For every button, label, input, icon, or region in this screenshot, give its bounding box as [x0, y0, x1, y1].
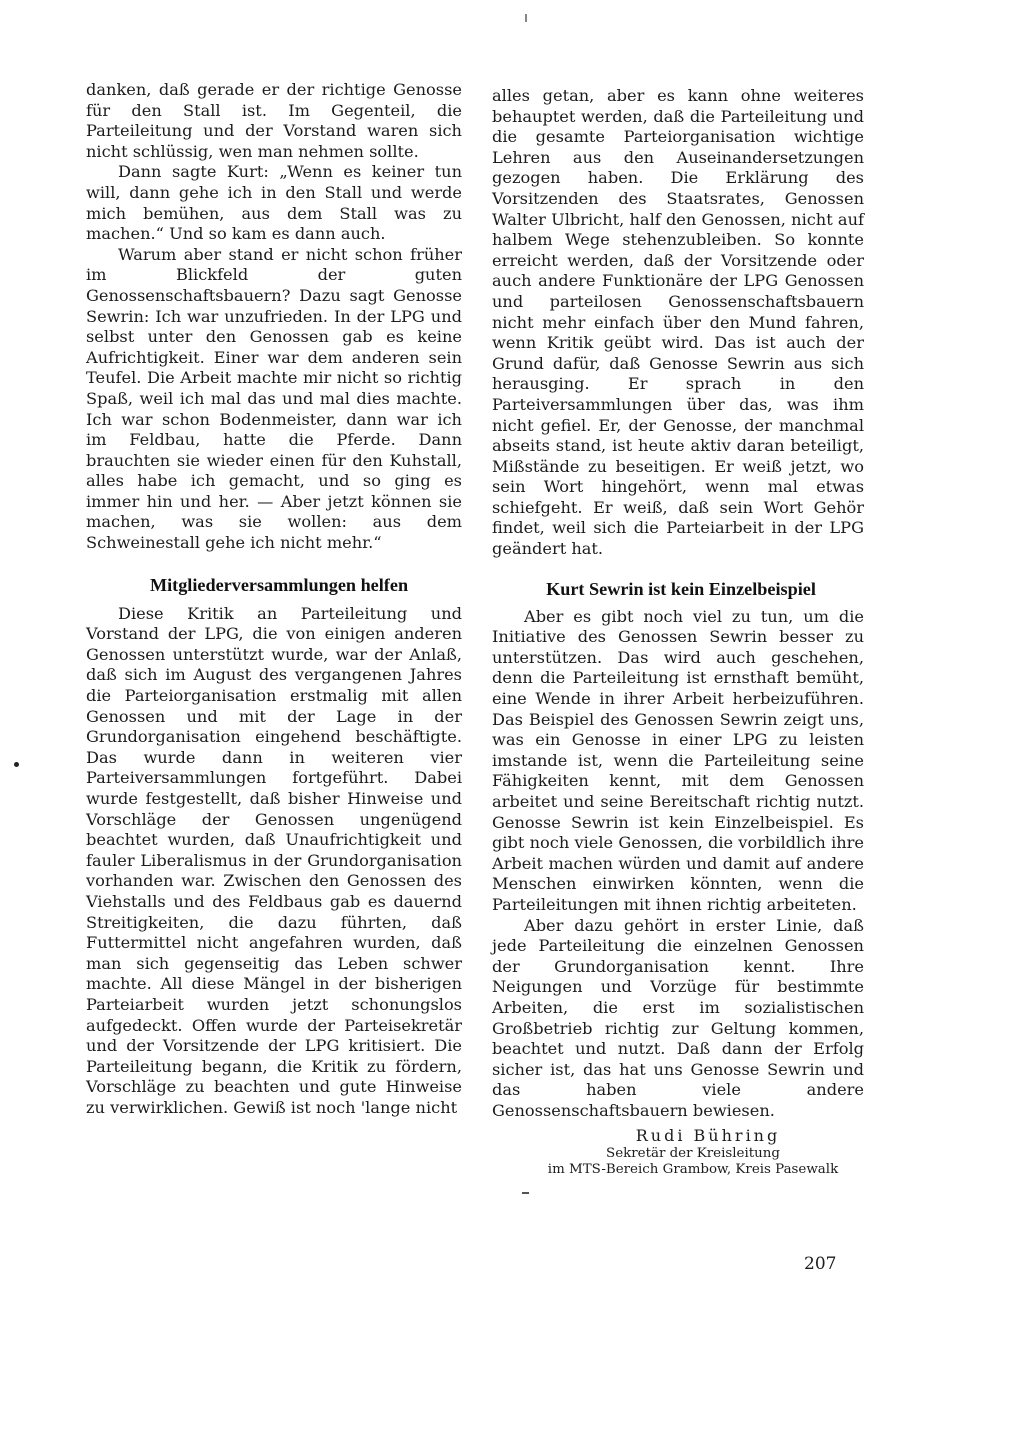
scan-mark	[525, 14, 527, 22]
signature-dash	[522, 1192, 529, 1194]
section-heading-mitgliederversammlungen: Mitgliederversammlungen helfen	[149, 574, 409, 595]
right-paragraph-3: Aber dazu gehört in erster Linie, daß jede Parteileitung die einzelnen Genossen der Grundorganisation kennt. Ihre Neigungen und Vorzüge für bestimmte Arbeiten, die erst im sozialistischen Großbetrieb richtig zur Geltung kommen, beachtet und nutzt. Daß dann der Erfolg sicher ist, das hat uns Genosse Sewrin und das haben viele andere Genossenschaftsbauern bewiesen.	[492, 915, 864, 1120]
right-paragraph-1: alles getan, aber es kann ohne weiteres behauptet werden, daß die Parteileitung und die gesamte Parteiorganisation wichtige Lehren aus den Auseinandersetzungen gezogen haben. Die Erklärung des Vorsitzenden des Staatsrates, Genossen Walter Ulbricht, half den Genossen, nicht auf halbem Wege stehenzubleiben. So konnte erreicht werden, daß der Vorsitzende oder auch andere Funktionäre der LPG Genossen und parteilosen Genossenschaftsbauern nicht mehr einfach über den Mund fahren, wenn Kritik geübt wird. Das ist auch der Grund dafür, daß Genosse Sewrin aus sich herausging. Er sprach in den Parteiversammlungen über das, was ihm nicht gefiel. Er, der Genosse, der manchmal abseits stand, ist heute aktiv daran beteiligt, Mißstände zu beseitigen. Er weiß jetzt, wo sein Wort hingehört, wenn mal etwas schiefgeht. Er weiß, daß sein Wort Gehör findet, weil sich die Parteiarbeit in der LPG geändert hat.	[492, 86, 864, 559]
author-role-line-2: im MTS-Bereich Grambow, Kreis Pasewalk	[547, 1162, 839, 1177]
left-column	[86, 80, 462, 1119]
left-paragraph-3: Warum aber stand er nicht schon früher im Blickfeld der guten Genossenschaftsbauern? Dazu sagt Genosse Sewrin: Ich war unzufrieden. In der LPG und selbst unter den Genossen gab es keine Aufrichtigkeit. Einer war dem anderen sein Teufel. Die Arbeit machte mir nicht so richtig Spaß, weil ich mal das und mal dies machte. Ich war schon Bodenmeister, dann war ich im Feldbau, hatte die Pferde. Dann brauchten sie wieder einen für den Kuhstall, alles habe ich gemacht, und so ging es immer hin und her. — Aber jetzt können sie machen, was sie wollen: aus dem Schweinestall gehe ich nicht mehr.“	[86, 244, 462, 553]
page-number: 207	[804, 1254, 837, 1274]
right-column	[492, 86, 864, 1179]
section-heading-einzelbeispiel: Kurt Sewrin ist kein Einzelbeispiel	[546, 578, 816, 599]
author-role-line-1: Sekretär der Kreisleitung	[606, 1145, 780, 1161]
right-paragraph-2: Aber es gibt noch viel zu tun, um die Initiative des Genossen Sewrin besser zu unterstützen. Das wird auch geschehen, denn die Parteileitung ist ernsthaft bemüht, eine Wende in ihrer Arbeit herbeizuführen. Das Beispiel des Genossen Sewrin zeigt uns, was ein Genosse in einer LPG zu leisten imstande ist, wenn die Parteileitung seine Fähigkeiten kennt, mit dem Genossen arbeitet und seine Bereitschaft richtig nutzt. Genosse Sewrin ist kein Einzelbeispiel. Es gibt noch viele Genossen, die vorbildlich ihre Arbeit machen würden und damit auf andere Menschen einwirken könnten, wenn die Parteileitungen mit ihnen richtig arbeiteten.	[492, 606, 864, 914]
author-signature	[492, 1126, 864, 1179]
left-paragraph-1: danken, daß gerade er der richtige Genosse für den Stall ist. Im Gegenteil, die Parteileitung und der Vorstand waren sich nicht schlüssig, wen man nehmen sollte.	[86, 80, 462, 161]
margin-dot	[14, 762, 19, 767]
left-paragraph-4: Diese Kritik an Parteileitung und Vorstand der LPG, die von einigen anderen Genossen unterstützt wurde, war der Anlaß, daß sich im August des vergangenen Jahres die Parteiorganisation erstmalig mit allen Genossen und mit der Lage in der Grundorganisation eingehend beschäftigte. Das wurde dann in weiteren vier Parteiversammlungen fortgeführt. Dabei wurde festgestellt, daß bisher Hinweise und Vorschläge der Genossen ungenügend beachtet wurden, daß Unaufrichtigkeit und fauler Liberalismus in der Grundorganisation vorhanden war. Zwischen den Genossen des Viehstalls und des Feldbaus gab es dauernd Streitigkeiten, die dazu führten, daß Futtermittel nicht angefahren wurden, daß man sich gegenseitig das Leben schwer machte. All diese Mängel in der bisherigen Parteiarbeit wurden jetzt schonungslos aufgedeckt. Offen wurde der Parteisekretär und der Vorsitzende der LPG kritisiert. Die Parteileitung begann, die Kritik zu fördern, Vorschläge zu beachten und gute Hinweise zu verwirklichen. Gewiß ist noch 'lange nicht	[86, 603, 462, 1117]
left-paragraph-2: Dann sagte Kurt: „Wenn es keiner tun will, dann gehe ich in den Stall und werde mich bemühen, aus dem Stall was zu machen.“ Und so kam es dann auch.	[86, 162, 462, 244]
author-name: Rudi Bühring	[635, 1125, 781, 1145]
